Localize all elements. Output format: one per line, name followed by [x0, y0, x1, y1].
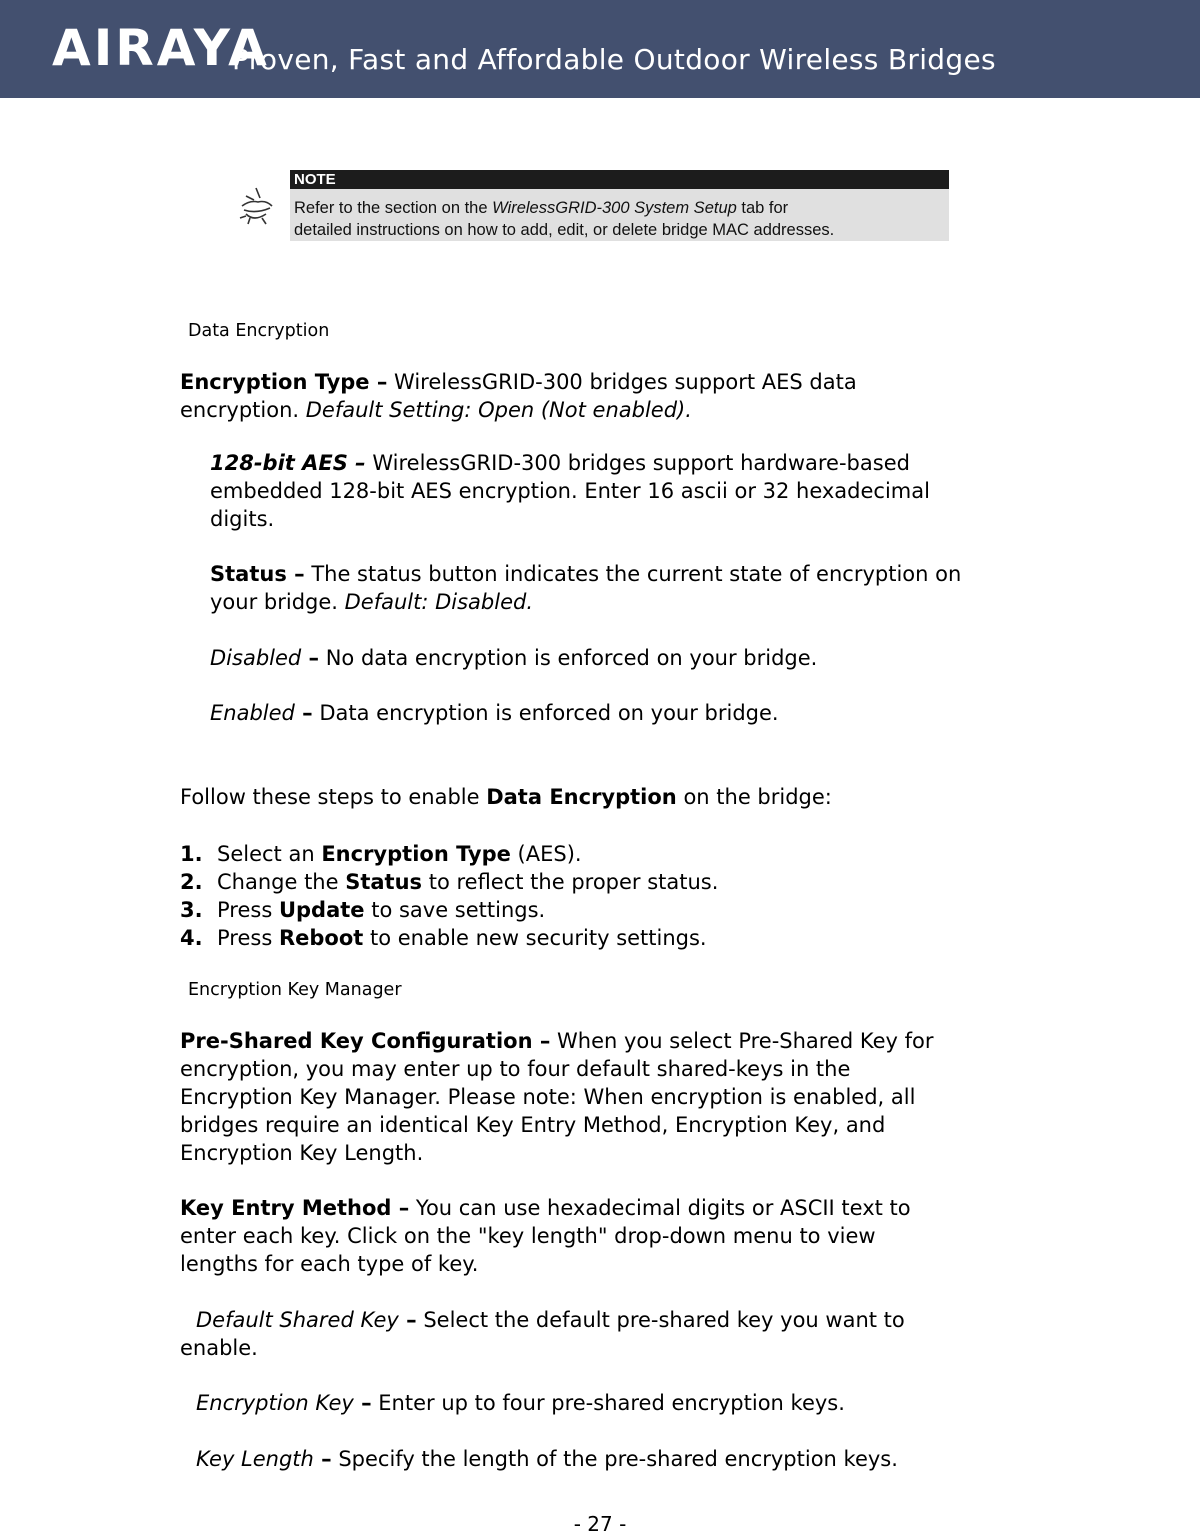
note-text-italic: WirelessGRID-300 System Setup — [492, 199, 737, 217]
kl-term: Key Length — [196, 1447, 314, 1471]
note-text — [290, 189, 949, 241]
steps-intro-1: Follow these steps to enable — [180, 785, 487, 809]
step-bold: Encryption Type — [321, 842, 511, 866]
step-bold: Reboot — [278, 926, 364, 950]
dsk-term: Default Shared Key — [196, 1308, 399, 1332]
aes-term: 128-bit AES – — [210, 451, 366, 475]
step-item — [180, 840, 582, 868]
status-line2 — [210, 588, 533, 616]
status-text1: The status button indicates the current state of encryption on — [304, 562, 962, 586]
note-text-part2: tab for — [736, 199, 789, 217]
header-tagline: Proven, Fast and Affordable Outdoor Wireless Bridges — [232, 43, 996, 76]
enabled-term: Enabled — [210, 701, 295, 725]
step-pre: Press — [217, 926, 279, 950]
step-post: to reflect the proper status. — [422, 870, 719, 894]
steps-intro — [180, 783, 832, 811]
kl-line — [196, 1445, 898, 1473]
status-text2: your bridge. — [210, 590, 345, 614]
status-default: Default: Disabled. — [344, 590, 534, 614]
step-bold: Status — [345, 870, 423, 894]
step-pre: Change the — [217, 870, 346, 894]
kl-dash: – — [313, 1447, 332, 1471]
airaya-logo: AIRAYA — [52, 19, 270, 77]
ek-text: Enter up to four pre-shared encryption keys. — [371, 1391, 845, 1415]
kem-line2: enter each key. Click on the "key length" drop-down menu to view — [180, 1224, 876, 1248]
encryption-type-line2 — [180, 396, 692, 424]
enabled-dash: – — [294, 701, 313, 725]
enabled-line — [210, 699, 779, 727]
disabled-line — [210, 644, 817, 672]
data-encryption-heading: Data Encryption — [188, 321, 330, 341]
ek-line — [196, 1389, 845, 1417]
step-bold: Update — [278, 898, 365, 922]
status-term: Status – — [210, 562, 305, 586]
dsk-text1: Select the default pre-shared key you want to — [416, 1308, 905, 1332]
kem-line3: lengths for each type of key. — [180, 1252, 479, 1276]
key-manager-heading: Encryption Key Manager — [188, 980, 402, 1000]
step-item — [180, 896, 545, 924]
steps-intro-bold: Data Encryption — [486, 785, 677, 809]
enabled-text: Data encryption is enforced on your bridge. — [312, 701, 779, 725]
step-post: (AES). — [510, 842, 582, 866]
aes-line3: digits. — [210, 507, 275, 531]
page-header — [0, 0, 1200, 98]
encryption-type-term: Encryption Type – — [180, 370, 388, 394]
disabled-dash: – — [301, 646, 320, 670]
psk-line2: encryption, you may enter up to four default shared-keys in the — [180, 1057, 851, 1081]
step-number: 3. — [180, 898, 203, 922]
note-hand-icon — [236, 184, 278, 228]
step-post: to save settings. — [364, 898, 546, 922]
disabled-text: No data encryption is enforced on your bridge. — [319, 646, 818, 670]
step-item — [180, 868, 718, 896]
encryption-type-text2: encryption. — [180, 398, 306, 422]
encryption-type-default: Default Setting: Open (Not enabled). — [305, 398, 692, 422]
psk-line1 — [180, 1027, 934, 1055]
dsk-line1 — [196, 1306, 905, 1334]
kl-text: Specify the length of the pre-shared encryption keys. — [331, 1447, 898, 1471]
ek-term: Encryption Key — [196, 1391, 354, 1415]
note-label: NOTE — [290, 170, 949, 189]
note-text-line2: detailed instructions on how to add, edit, or delete bridge MAC addresses. — [294, 221, 835, 239]
step-pre: Press — [217, 898, 279, 922]
dsk-dash: – — [398, 1308, 417, 1332]
step-post: to enable new security settings. — [363, 926, 707, 950]
steps-intro-2: on the bridge: — [676, 785, 832, 809]
note-text-part1: Refer to the section on the — [294, 199, 493, 217]
psk-term: Pre-Shared Key Configuration – — [180, 1029, 551, 1053]
psk-line3: Encryption Key Manager. Please note: When encryption is enabled, all — [180, 1085, 916, 1109]
dsk-line2: enable. — [180, 1336, 258, 1360]
page-number: - 27 - — [573, 1512, 627, 1536]
psk-text1: When you select Pre-Shared Key for — [550, 1029, 934, 1053]
ek-dash: – — [353, 1391, 372, 1415]
aes-text1: WirelessGRID-300 bridges support hardware-based — [365, 451, 910, 475]
aes-line1 — [210, 449, 910, 477]
disabled-term: Disabled — [210, 646, 302, 670]
status-line1 — [210, 560, 961, 588]
encryption-type-line1 — [180, 368, 857, 396]
kem-text1: You can use hexadecimal digits or ASCII text to — [409, 1196, 911, 1220]
step-number: 1. — [180, 842, 203, 866]
kem-line1 — [180, 1194, 911, 1222]
aes-line2: embedded 128-bit AES encryption. Enter 16 ascii or 32 hexadecimal — [210, 479, 930, 503]
psk-line4: bridges require an identical Key Entry Method, Encryption Key, and — [180, 1113, 886, 1137]
encryption-type-text1: WirelessGRID-300 bridges support AES data — [387, 370, 857, 394]
kem-term: Key Entry Method – — [180, 1196, 410, 1220]
step-pre: Select an — [217, 842, 322, 866]
step-number: 4. — [180, 926, 203, 950]
step-item — [180, 924, 707, 952]
psk-line5: Encryption Key Length. — [180, 1141, 424, 1165]
step-number: 2. — [180, 870, 203, 894]
